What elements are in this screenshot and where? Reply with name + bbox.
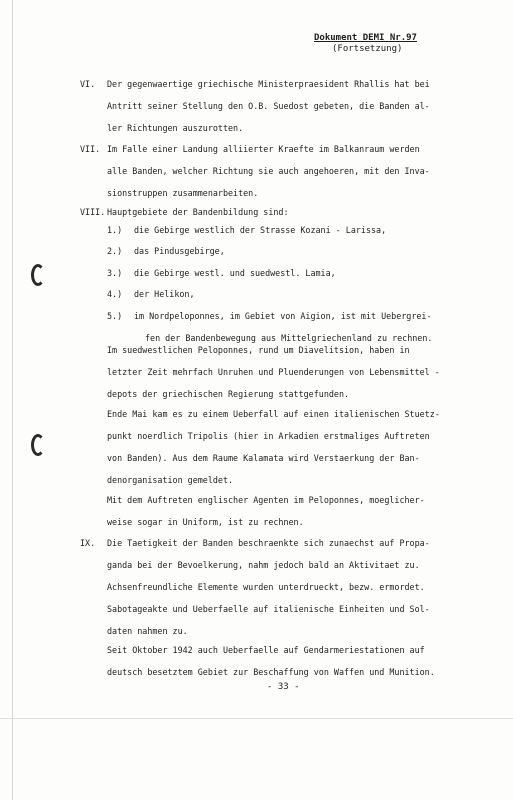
text-line: Die Taetigkeit der Banden beschraenkte sich zunaechst auf Propa-	[107, 538, 430, 548]
page-bottom-edge	[0, 718, 513, 719]
text-line: denorganisation gemeldet.	[107, 475, 234, 485]
document-reference: Dokument DEMI Nr.97	[314, 33, 417, 43]
text-line: Ende Mai kam es zu einem Ueberfall auf einen italienischen Stuetz-	[107, 409, 440, 419]
text-line: Sabotageakte und Ueberfaelle auf italienische Einheiten und Sol-	[107, 604, 430, 614]
section-number: VI.	[80, 79, 96, 89]
list-item-number: 4.)	[107, 289, 123, 299]
text-line: alle Banden, welcher Richtung sie auch angehoeren, mit den Inva-	[107, 166, 430, 176]
text-line: deutsch besetztem Gebiet zur Beschaffung von Waffen und Munition.	[107, 667, 435, 677]
paragraph	[107, 639, 435, 683]
section-number: VII.	[80, 144, 101, 154]
section-viii-title: Hauptgebiete der Bandenbildung sind:	[107, 207, 289, 217]
text-line: weise sogar in Uniform, ist zu rechnen.	[107, 517, 304, 527]
text-line: im Nordpeloponnes, im Gebiet von Aigion, ist mit Uebergrei-	[134, 311, 432, 321]
text-line: fen der Bandenbewegung aus Mittelgriechenland zu rechnen.	[145, 333, 433, 343]
text-line: Der gegenwaertige griechische Ministerpraesident Rhallis hat bei	[107, 79, 430, 89]
text-line: Achsenfreundliche Elemente wurden unterdrueckt, bezw. ermordet.	[107, 582, 425, 592]
punch-hole-bottom	[31, 434, 45, 456]
text-line: daten nahmen zu.	[107, 626, 188, 636]
text-line: ganda bei der Bevoelkerung, nahm jedoch bald an Aktivitaet zu.	[107, 560, 420, 570]
section-vii-text	[107, 138, 430, 204]
paragraph	[107, 403, 440, 491]
continuation-note: (Fortsetzung)	[332, 44, 403, 54]
text-line: Im suedwestlichen Peloponnes, rund um Diavelitsion, haben in	[107, 345, 410, 355]
text-line: letzter Zeit mehrfach Unruhen und Pluenderungen von Lebensmittel -	[107, 367, 440, 377]
text-line: sionstruppen zusammenarbeiten.	[107, 188, 259, 198]
section-number: VIII.	[80, 207, 106, 217]
list-item-number: 5.)	[107, 311, 123, 321]
list-item-number: 1.)	[107, 225, 123, 235]
text-line: Mit dem Auftreten englischer Agenten im Peloponnes, moeglicher-	[107, 495, 425, 505]
list-item-text: der Helikon,	[134, 289, 195, 299]
text-line: von Banden). Aus dem Raume Kalamata wird Verstaerkung der Ban-	[107, 453, 420, 463]
text-line: Antritt seiner Stellung den O.B. Suedost gebeten, die Banden al-	[107, 101, 430, 111]
section-number: IX.	[80, 538, 96, 548]
page-edge-line	[12, 0, 13, 800]
punch-hole-top	[31, 264, 45, 286]
paragraph	[107, 339, 440, 405]
text-line: Seit Oktober 1942 auch Ueberfaelle auf Gendarmeriestationen auf	[107, 645, 425, 655]
list-item-text: die Gebirge westl. und suedwestl. Lamia,	[134, 268, 336, 278]
text-line: ler Richtungen auszurotten.	[107, 123, 244, 133]
list-item-text: die Gebirge westlich der Strasse Kozani - Larissa,	[134, 225, 387, 235]
list-item-number: 2.)	[107, 246, 123, 256]
text-line: punkt noerdlich Tripolis (hier in Arkadien erstmaliges Auftreten	[107, 431, 430, 441]
list-item-text: das Pindusgebirge,	[134, 246, 225, 256]
page-number: - 33 -	[267, 682, 300, 692]
text-line: Im Falle einer Landung alliierter Kraefte im Balkanraum werden	[107, 144, 420, 154]
paragraph	[107, 489, 425, 533]
document-header	[314, 33, 474, 55]
section-ix-text	[107, 532, 430, 642]
section-vi-text	[107, 73, 430, 139]
text-line: depots der griechischen Regierung stattgefunden.	[107, 389, 350, 399]
list-item-number: 3.)	[107, 268, 123, 278]
